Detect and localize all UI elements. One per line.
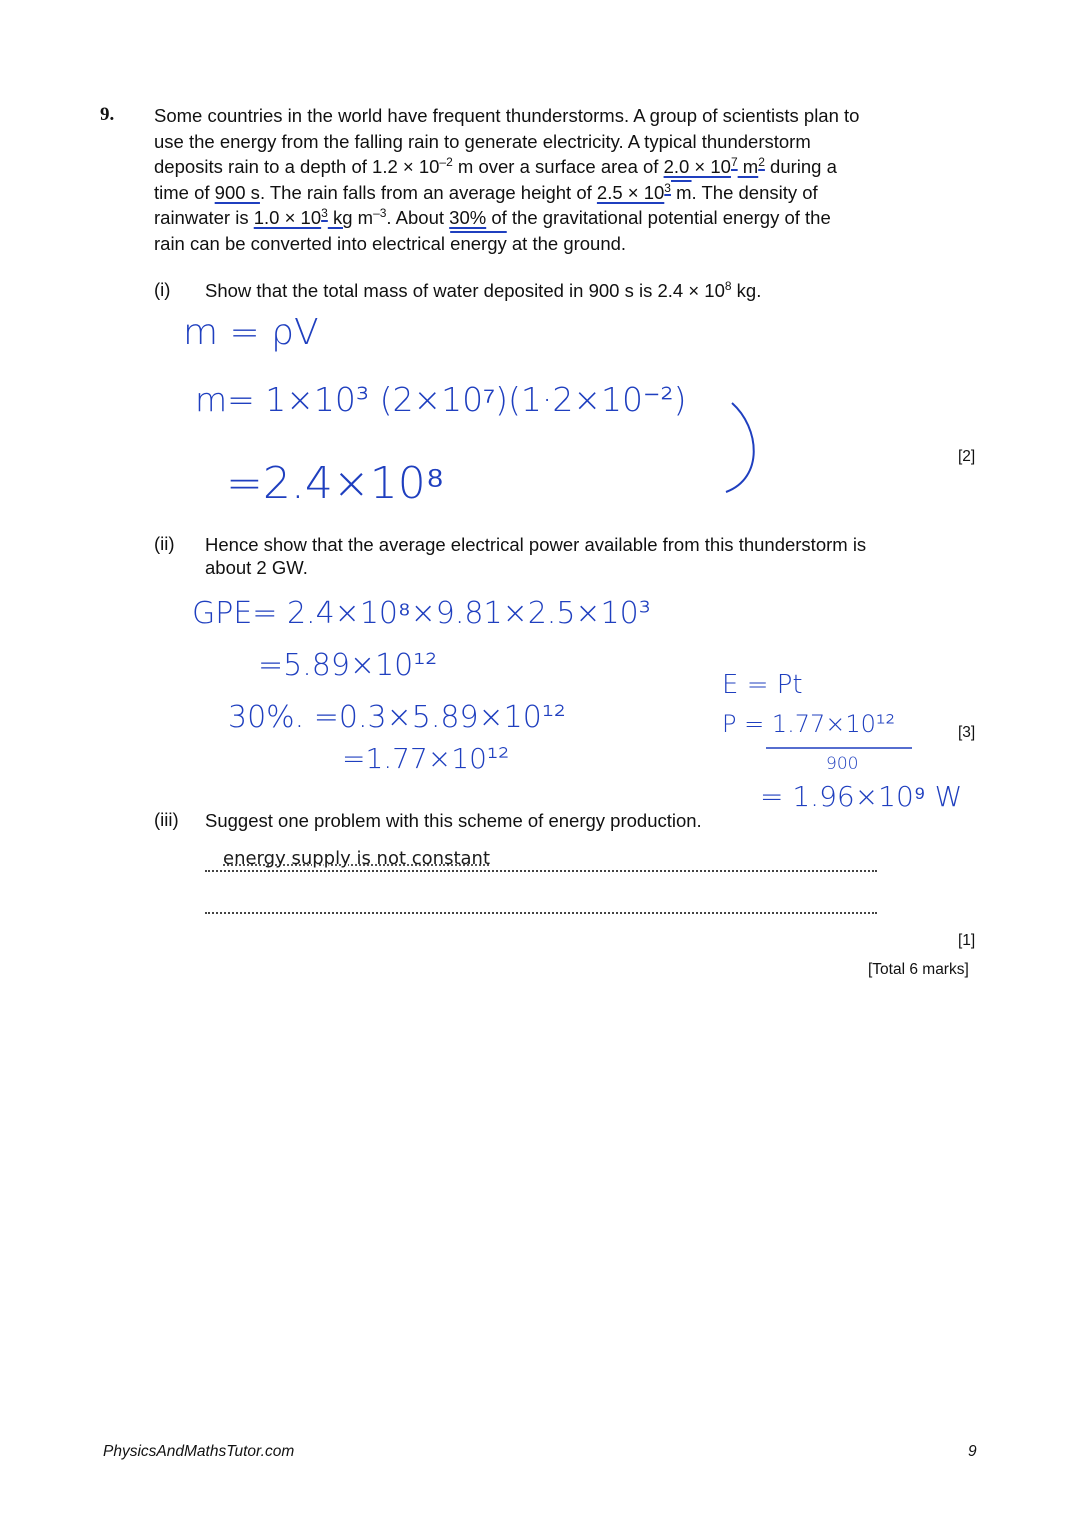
total-marks: [Total 6 marks] [868,961,969,978]
marks-label: [2] [958,448,976,465]
handwritten-bracket-icon [722,398,772,498]
marks-label: [1] [958,932,976,949]
stem-line: rain can be converted into electrical energy at the ground. [154,232,627,254]
marks-label: [3] [958,724,976,741]
page-number: 9 [968,1443,977,1460]
handwritten-working: E = Pt [722,670,803,700]
answer-text: energy supply is not constant [223,848,491,869]
handwritten-working: =5.89×10¹² [258,648,438,683]
stem-line: rainwater is $1.0 \times 10^3$ kg $m^{-3}$. About 30% of the gravitational potential energy of the [154,205,831,228]
handwritten-working: 900 [826,754,859,774]
handwritten-working: m= 1×10³ (2×10⁷)(1·2×10⁻²) [195,380,687,419]
handwritten-working: GPE= 2.4×10⁸×9.81×2.5×10³ [192,596,651,631]
handwritten-working: P = 1.77×10¹² [722,710,896,738]
fraction-line-icon [764,745,914,751]
question-stem [154,103,944,256]
handwritten-working: =1.77×10¹² [342,742,510,775]
handwritten-working: =2.4×10⁸ [226,458,445,509]
part-i-text: Show that the total mass of water deposited in 900 s is $2.4 \times 10^8$ kg. [205,278,762,301]
question-number: 9. [100,104,115,125]
part-iii-label: (iii) [154,809,179,830]
part-i-label: (i) [154,279,171,300]
stem-line: Some countries in the world have frequent thunderstorms. A group of scientists plan to [154,105,860,126]
part-ii-text: Hence show that the average electrical power available from this thunderstorm is about 2 GW. [205,534,867,578]
part-iii-text: Suggest one problem with this scheme of energy production. [205,810,702,831]
part-ii-label: (ii) [154,533,175,554]
answer-dotted-line[interactable] [205,912,877,914]
footer-site: PhysicsAndMathsTutor.com [103,1443,295,1460]
handwritten-working: m = ρV [183,312,319,353]
handwritten-working: = 1.96×10⁹ W [760,780,963,813]
stem-line: use the energy from the falling rain to generate electricity. A typical thunderstorm [154,130,811,152]
stem-line: time of 900 s. The rain falls from an average height of $2.5 \times 10^3$ m. The density of [154,180,818,203]
handwritten-working: 30%. =0.3×5.89×10¹² [228,700,566,735]
stem-line: deposits rain to a depth of $1.2 \times 10^{-2}$ m over a surface area of $2.0 \times 10^7$ $m^2$ during a [154,154,837,177]
answer-dotted-line[interactable] [205,870,877,872]
